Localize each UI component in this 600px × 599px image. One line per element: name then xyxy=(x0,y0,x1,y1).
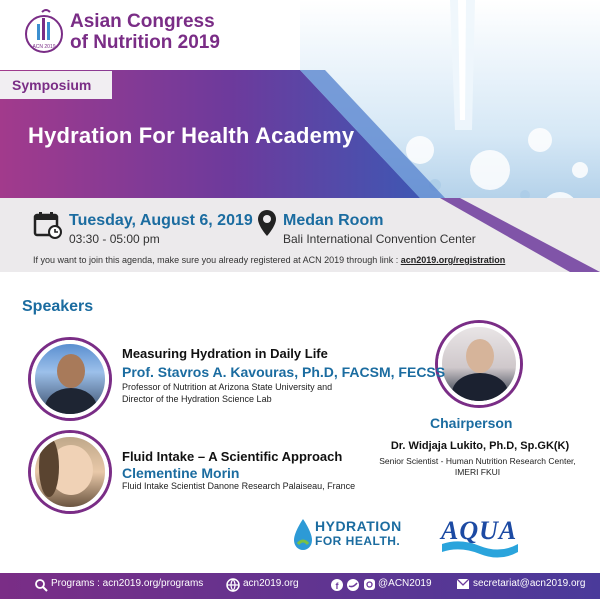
chairperson-photo xyxy=(438,323,520,405)
acn-logo xyxy=(24,8,64,56)
aqua-logo: AQUA xyxy=(441,516,518,545)
footer-social-handle[interactable]: @ACN2019 xyxy=(378,578,432,589)
registration-link[interactable]: acn2019.org/registration xyxy=(400,255,506,265)
symposium-tag: Symposium xyxy=(0,71,112,99)
speaker-photo-kavouras xyxy=(31,340,109,418)
globe-icon xyxy=(226,578,240,592)
event-date: Tuesday, August 6, 2019 xyxy=(69,212,253,229)
speaker-name-1: Prof. Stavros A. Kavouras, Ph.D, FACSM, FECSS xyxy=(122,364,446,380)
footer-email-link[interactable]: secretariat@acn2019.org xyxy=(473,578,586,589)
hydration-for-health-logo-line2: FOR HEALTH. xyxy=(315,534,401,548)
speaker-photo-morin xyxy=(31,433,109,511)
hydration-for-health-logo-line1: HYDRATION xyxy=(315,518,402,534)
speakers-heading: Speakers xyxy=(22,298,94,315)
congress-title-line1: Asian Congress xyxy=(70,11,215,32)
talk-title-2: Fluid Intake – A Scientific Approach xyxy=(122,449,343,464)
footer-website-link[interactable]: acn2019.org xyxy=(243,578,299,589)
location-pin-icon xyxy=(257,209,277,237)
chairperson-name: Dr. Widjaja Lukito, Ph.D, Sp.GK(K) xyxy=(390,440,570,452)
speaker-role-1b: Director of the Hydration Science Lab xyxy=(122,394,272,404)
registration-note xyxy=(33,255,505,265)
water-drop-icon xyxy=(292,518,314,552)
chairperson-role-a: Senior Scientist - Human Nutrition Research Center, xyxy=(379,456,576,466)
calendar-icon xyxy=(33,210,63,240)
congress-title xyxy=(70,11,220,53)
event-room: Medan Room xyxy=(283,212,384,229)
logo-text: ACN 2019 xyxy=(32,44,56,50)
chairperson-heading: Chairperson xyxy=(430,415,513,431)
congress-title-line2: of Nutrition 2019 xyxy=(70,32,220,53)
speaker-name-2: Clementine Morin xyxy=(122,465,240,481)
social-icons[interactable] xyxy=(330,578,376,592)
speaker-role-1a: Professor of Nutrition at Arizona State University and xyxy=(122,382,333,392)
registration-text: If you want to join this agenda, make sure you already registered at ACN 2019 through link : xyxy=(33,255,399,265)
event-time: 03:30 - 05:00 pm xyxy=(69,232,160,246)
footer-programs-link[interactable]: Programs : acn2019.org/programs xyxy=(51,578,204,589)
envelope-icon xyxy=(456,578,470,590)
event-title: Hydration For Health Academy xyxy=(28,123,355,148)
event-venue: Bali International Convention Center xyxy=(283,232,476,246)
svg-text:f: f xyxy=(335,581,339,591)
chairperson-role-b: IMERI FKUI xyxy=(454,467,501,477)
talk-title-1: Measuring Hydration in Daily Life xyxy=(122,346,328,361)
speaker-role-2: Fluid Intake Scientist Danone Research Palaiseau, France xyxy=(122,481,356,491)
search-icon xyxy=(34,578,48,592)
